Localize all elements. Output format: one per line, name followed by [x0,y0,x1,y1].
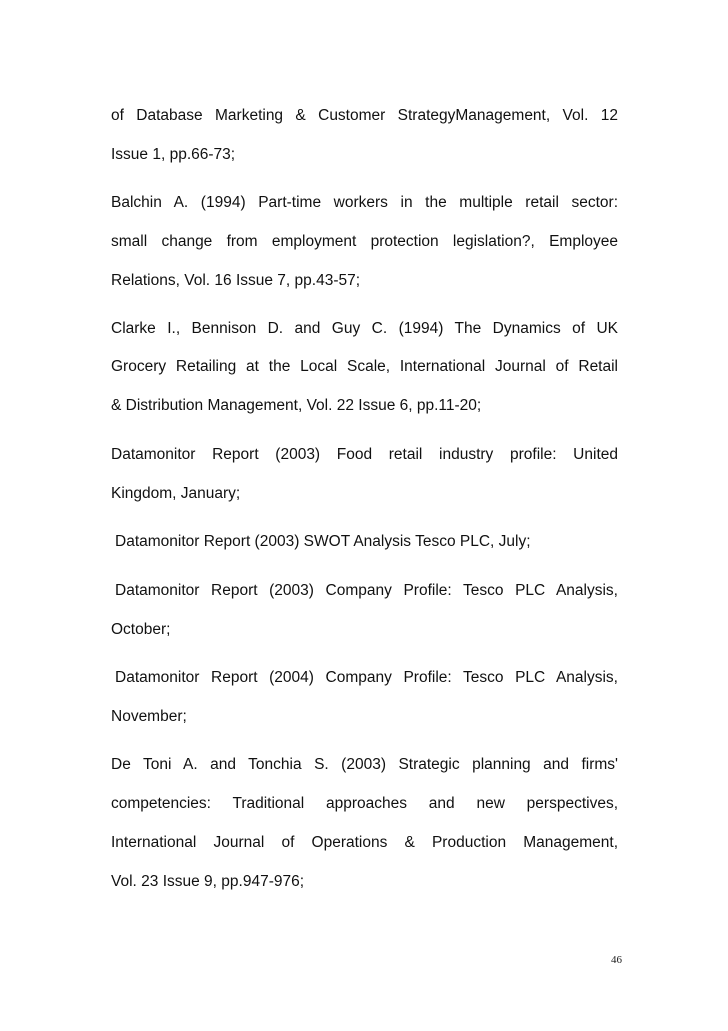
reference-line: Datamonitor Report (2004) Company Profile: Tesco PLC Analysis, [115,669,618,686]
reference-line: November; [111,708,187,725]
reference-line: small change from employment protection legislation?, Employee [111,233,618,250]
reference-line: Kingdom, January; [111,485,241,502]
reference-line: of Database Marketing & Customer StrategyManagement, Vol. 12 [111,107,618,124]
reference-line: De Toni A. and Tonchia S. (2003) Strategic planning and firms' [111,756,618,773]
reference-line: Datamonitor Report (2003) SWOT Analysis Tesco PLC, July; [115,533,531,550]
reference-line: Clarke I., Bennison D. and Guy C. (1994) The Dynamics of UK [111,320,618,337]
reference-line: & Distribution Management, Vol. 22 Issue 6, pp.11-20; [111,397,482,414]
reference-line: Datamonitor Report (2003) Company Profile: Tesco PLC Analysis, [115,582,618,599]
page-number: 46 [611,954,622,966]
reference-line: Balchin A. (1994) Part-time workers in the multiple retail sector: [111,194,618,211]
reference-line: Relations, Vol. 16 Issue 7, pp.43-57; [111,272,361,289]
reference-line: Grocery Retailing at the Local Scale, International Journal of Retail [111,358,618,375]
reference-line: Datamonitor Report (2003) Food retail industry profile: United [111,446,618,463]
reference-line: Issue 1, pp.66-73; [111,146,236,163]
reference-line: Vol. 23 Issue 9, pp.947-976; [111,873,305,890]
reference-line: October; [111,621,171,638]
reference-line: International Journal of Operations & Production Management, [111,834,618,851]
reference-line: competencies: Traditional approaches and new perspectives, [111,795,618,812]
